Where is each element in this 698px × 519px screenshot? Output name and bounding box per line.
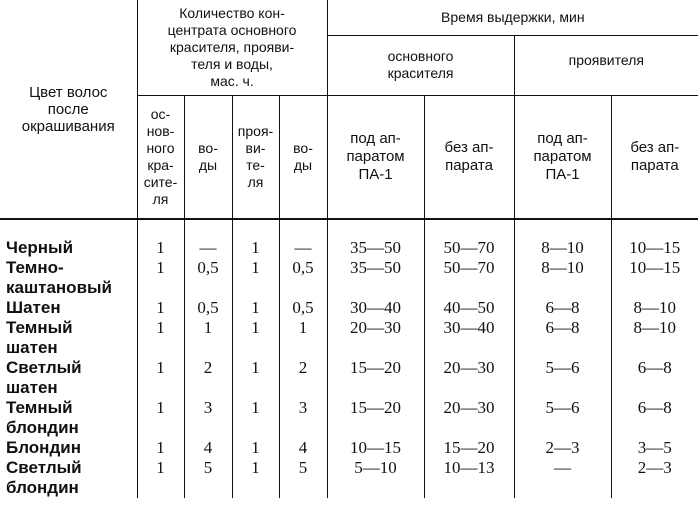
- qty-water2-cell: 0,5: [279, 298, 327, 318]
- qty-water1-cell: 0,5: [184, 258, 232, 298]
- qty-water1-cell: 5: [184, 458, 232, 498]
- time-dye-noapp-cell: 40—50: [424, 298, 514, 318]
- time-dye-pa1-cell: 35—50: [327, 219, 424, 258]
- qty-water1-cell: 1: [184, 318, 232, 358]
- table-row: [0, 398, 698, 438]
- hair-color-cell: Темный блондин: [6, 398, 79, 437]
- table-header: [0, 0, 698, 219]
- qty-developer-cell: 1: [232, 458, 279, 498]
- time-dye-pa1-cell: 10—15: [327, 438, 424, 458]
- time-dev-pa1-cell: 8—10: [514, 219, 611, 258]
- table-row: [0, 318, 698, 358]
- qty-developer-cell: 1: [232, 358, 279, 398]
- hair-color-cell: Черный: [6, 238, 74, 257]
- time-dev-pa1-cell: 2—3: [514, 438, 611, 458]
- qty-water1-cell: 2: [184, 358, 232, 398]
- time-dev-pa1-cell: —: [514, 458, 611, 498]
- time-dev-noapp-cell: 8—10: [611, 298, 698, 318]
- time-dev-noapp-cell: 10—15: [611, 219, 698, 258]
- hair-color-header: Цвет волос после окрашивания: [0, 0, 137, 219]
- time-dye-noapp-cell: 20—30: [424, 358, 514, 398]
- hair-color-cell: Темно- каштановый: [6, 258, 112, 297]
- qty-water2-cell: 4: [279, 438, 327, 458]
- time-dev-pa1-cell: 8—10: [514, 258, 611, 298]
- table-row: [0, 438, 698, 458]
- time-dye-noapp-cell: 10—13: [424, 458, 514, 498]
- qty-water2-cell: 2: [279, 358, 327, 398]
- table-row: [0, 458, 698, 498]
- time-dev-noapp-cell: 3—5: [611, 438, 698, 458]
- qty-developer-cell: 1: [232, 219, 279, 258]
- qty-dye-cell: 1: [137, 458, 184, 498]
- time-dev-noapp-cell: 2—3: [611, 458, 698, 498]
- time-dye-noapp-header: без ап- парата: [424, 95, 514, 219]
- qty-dye-header: ос- нов- ного кра- сите- ля: [137, 95, 184, 219]
- qty-developer-cell: 1: [232, 398, 279, 438]
- table-row: [0, 258, 698, 298]
- time-group-header: Время выдержки, мин: [327, 0, 698, 35]
- time-dev-noapp-cell: 8—10: [611, 318, 698, 358]
- time-dev-pa1-cell: 6—8: [514, 318, 611, 358]
- time-dye-noapp-cell: 50—70: [424, 258, 514, 298]
- time-dye-pa1-cell: 35—50: [327, 258, 424, 298]
- table-body: [0, 219, 698, 498]
- qty-water2-cell: 1: [279, 318, 327, 358]
- time-dye-noapp-cell: 50—70: [424, 219, 514, 258]
- hair-color-cell: Светлый блондин: [6, 458, 82, 497]
- developer-time-header: проявителя: [514, 35, 698, 95]
- qty-water2-cell: 0,5: [279, 258, 327, 298]
- qty-dye-cell: 1: [137, 318, 184, 358]
- qty-water2-cell: —: [279, 219, 327, 258]
- qty-water1-cell: 3: [184, 398, 232, 438]
- table-row: [0, 358, 698, 398]
- time-dev-pa1-cell: 5—6: [514, 398, 611, 438]
- time-dev-noapp-cell: 10—15: [611, 258, 698, 298]
- main-dye-time-header: основного красителя: [327, 35, 514, 95]
- time-dev-pa1-header: под ап- паратом ПА-1: [514, 95, 611, 219]
- qty-developer-cell: 1: [232, 258, 279, 298]
- time-dye-pa1-cell: 15—20: [327, 398, 424, 438]
- qty-dye-cell: 1: [137, 398, 184, 438]
- time-dev-noapp-header: без ап- парата: [611, 95, 698, 219]
- hair-color-cell: Светлый шатен: [6, 358, 82, 397]
- qty-dye-cell: 1: [137, 438, 184, 458]
- qty-water2-cell: 5: [279, 458, 327, 498]
- qty-dye-cell: 1: [137, 358, 184, 398]
- hair-color-cell: Темный шатен: [6, 318, 73, 357]
- time-dev-pa1-cell: 5—6: [514, 358, 611, 398]
- qty-water1-header: во- ды: [184, 95, 232, 219]
- time-dye-pa1-cell: 20—30: [327, 318, 424, 358]
- qty-dye-cell: 1: [137, 258, 184, 298]
- time-dev-noapp-cell: 6—8: [611, 398, 698, 438]
- time-dye-pa1-cell: 5—10: [327, 458, 424, 498]
- time-dye-noapp-cell: 30—40: [424, 318, 514, 358]
- time-dye-pa1-header: под ап- паратом ПА-1: [327, 95, 424, 219]
- qty-developer-cell: 1: [232, 318, 279, 358]
- time-dye-noapp-cell: 15—20: [424, 438, 514, 458]
- qty-water1-cell: —: [184, 219, 232, 258]
- qty-water2-cell: 3: [279, 398, 327, 438]
- table-row: [0, 298, 698, 318]
- qty-developer-header: проя- ви- те- ля: [232, 95, 279, 219]
- qty-water1-cell: 0,5: [184, 298, 232, 318]
- qty-dye-cell: 1: [137, 219, 184, 258]
- time-dye-noapp-cell: 20—30: [424, 398, 514, 438]
- hair-color-cell: Блондин: [6, 438, 81, 457]
- qty-water1-cell: 4: [184, 438, 232, 458]
- time-dev-pa1-cell: 6—8: [514, 298, 611, 318]
- qty-dye-cell: 1: [137, 298, 184, 318]
- time-dev-noapp-cell: 6—8: [611, 358, 698, 398]
- qty-developer-cell: 1: [232, 298, 279, 318]
- table-row: [0, 219, 698, 258]
- time-dye-pa1-cell: 30—40: [327, 298, 424, 318]
- qty-developer-cell: 1: [232, 438, 279, 458]
- qty-water2-header: во- ды: [279, 95, 327, 219]
- quantity-group-header: Количество кон- центрата основного красителя, прояви- теля и воды, мас. ч.: [137, 0, 327, 95]
- hair-color-cell: Шатен: [6, 298, 61, 317]
- time-dye-pa1-cell: 15—20: [327, 358, 424, 398]
